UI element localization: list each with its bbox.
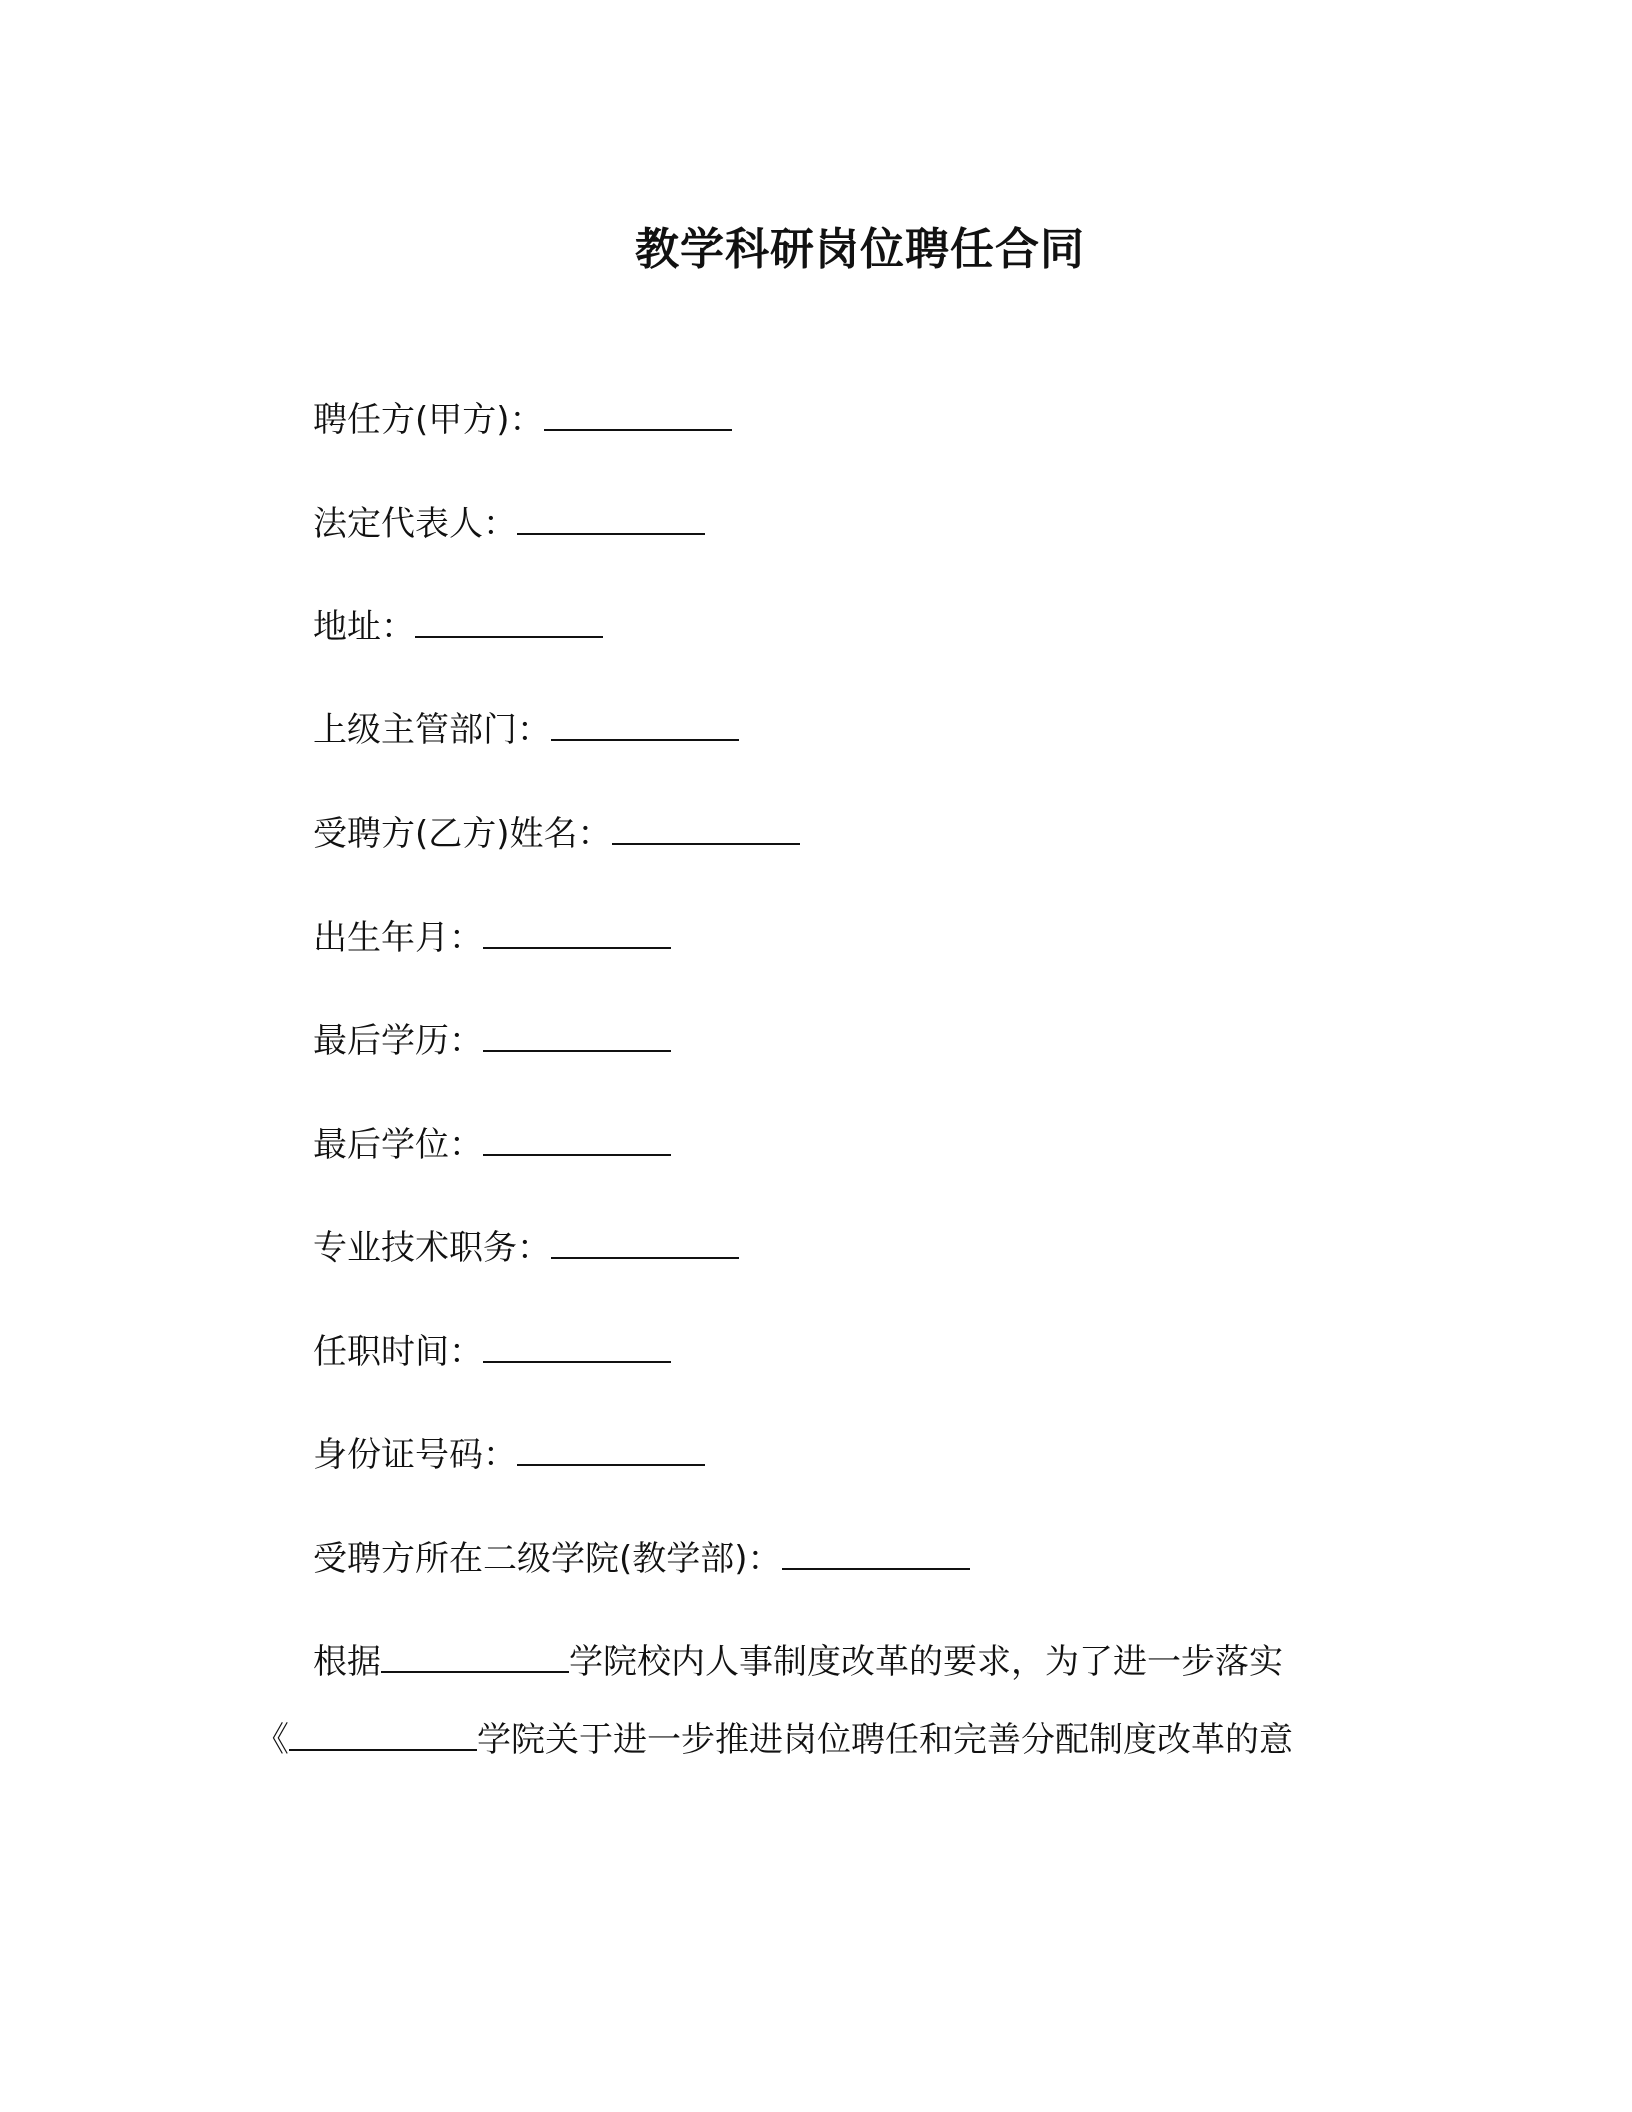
field-address [313,605,603,649]
fill-blank[interactable] [517,503,705,535]
field-label: 地址： [313,607,415,647]
field-label: 聘任方(甲方)： [313,400,544,440]
field-degree [313,1123,671,1167]
fill-blank[interactable] [381,1641,569,1673]
field-employer [313,398,732,442]
field-label: 受聘方所在二级学院(教学部)： [313,1539,782,1579]
field-college [313,1537,970,1581]
fill-blank[interactable] [517,1434,705,1466]
field-employee-name [313,812,800,856]
field-supervising-department [313,708,739,752]
paragraph-line-2 [255,1718,1293,1762]
field-label: 最后学历： [313,1021,483,1061]
fill-blank[interactable] [483,1020,671,1052]
field-label: 任职时间： [313,1332,483,1372]
fill-blank[interactable] [551,1227,739,1259]
field-legal-representative [313,502,705,546]
paragraph-text: 根据 [313,1642,381,1682]
fill-blank[interactable] [415,606,603,638]
fill-blank[interactable] [289,1719,477,1751]
field-label: 专业技术职务： [313,1228,551,1268]
field-education [313,1019,671,1063]
field-label: 最后学位： [313,1125,483,1165]
field-birth-date [313,916,671,960]
paragraph-text: 学院校内人事制度改革的要求，为了进一步落实 [569,1642,1283,1682]
fill-blank[interactable] [551,709,739,741]
fill-blank[interactable] [782,1538,970,1570]
field-label: 身份证号码： [313,1435,517,1475]
field-label: 出生年月： [313,918,483,958]
field-label: 受聘方(乙方)姓名： [313,814,612,854]
document-title: 教学科研岗位聘任合同 [635,224,1085,275]
paragraph-text: 《 [255,1720,289,1760]
paragraph-line-1 [313,1640,1283,1684]
paragraph-text: 学院关于进一步推进岗位聘任和完善分配制度改革的意 [477,1720,1293,1760]
field-label: 法定代表人： [313,504,517,544]
field-label: 上级主管部门： [313,710,551,750]
field-appointment-date [313,1330,671,1374]
fill-blank[interactable] [483,1124,671,1156]
field-professional-title [313,1226,739,1270]
field-id-number [313,1433,705,1477]
fill-blank[interactable] [483,1331,671,1363]
fill-blank[interactable] [483,917,671,949]
fill-blank[interactable] [612,813,800,845]
fill-blank[interactable] [544,399,732,431]
